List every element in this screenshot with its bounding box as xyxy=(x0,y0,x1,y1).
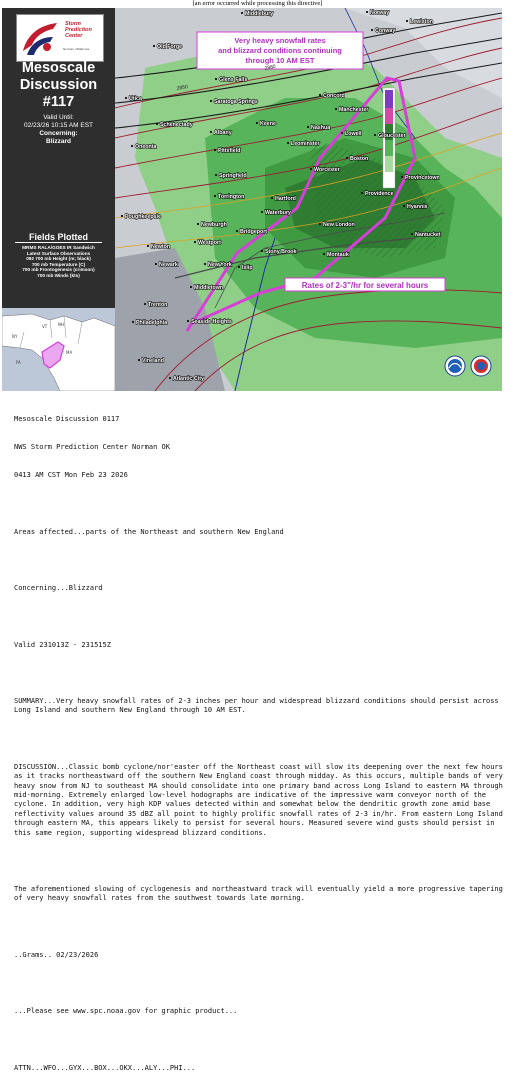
annotation-top-line-3: through 10 AM EST xyxy=(245,56,315,65)
city-label: Stony Brook xyxy=(265,249,297,255)
city-marker xyxy=(169,377,171,379)
attn-line: ATTN...WFO...GYX...BOX...OKX...ALY...PHI... xyxy=(14,1063,196,1072)
field-item: MRMS RALA/GOES IR Sandwich xyxy=(22,245,95,250)
logo-text xyxy=(65,21,92,39)
svg-text:MA: MA xyxy=(66,350,73,355)
city-label: Glens Falls xyxy=(219,77,248,83)
city-marker xyxy=(241,12,243,14)
city-label: Middlebury xyxy=(245,11,274,17)
concerning-block xyxy=(2,130,115,146)
city-label: Concord xyxy=(323,93,345,99)
city-label: Waterbury xyxy=(265,210,291,216)
city-marker xyxy=(236,230,238,232)
city-marker xyxy=(371,29,373,31)
city-label: Nashua xyxy=(311,125,331,131)
city-label: Philadelphia xyxy=(136,320,168,326)
city-label: Oneonta xyxy=(135,144,157,150)
field-item: 092 700 mb Height (m; black) xyxy=(26,256,91,262)
city-label: Albany xyxy=(214,130,232,136)
city-marker xyxy=(147,245,149,247)
header-line-3: 0413 AM CST Mon Feb 23 2026 xyxy=(14,471,128,480)
city-label: New London xyxy=(323,222,355,228)
error-message: [an error occurred while processing this directive] xyxy=(192,0,323,7)
locator-map xyxy=(2,308,115,391)
city-marker xyxy=(215,174,217,176)
svg-text:VT: VT xyxy=(42,324,48,329)
city-label: Montauk xyxy=(327,252,349,258)
city-label: Nantucket xyxy=(415,232,441,238)
concerning-value: Blizzard xyxy=(46,138,71,145)
city-label: Worcester xyxy=(314,167,340,173)
city-label: Islip xyxy=(242,265,253,271)
concerning-line: Concerning...Blizzard xyxy=(14,584,103,593)
info-panel xyxy=(2,8,115,391)
city-marker xyxy=(374,134,376,136)
city-marker xyxy=(197,223,199,225)
city-marker xyxy=(256,122,258,124)
city-label: Springfield xyxy=(219,173,247,179)
city-marker xyxy=(401,176,403,178)
spc-link[interactable]: ...Please see www.spc.noaa.gov for graphic product... xyxy=(14,1007,238,1016)
city-marker xyxy=(238,266,240,268)
contour-label: 2880 xyxy=(264,63,277,72)
city-marker xyxy=(341,132,343,134)
fields-list xyxy=(2,245,115,279)
city-label: Lowell xyxy=(345,131,362,137)
city-marker xyxy=(261,250,263,252)
discussion-text xyxy=(14,396,509,1083)
svg-text:NY: NY xyxy=(12,334,18,339)
city-label: Providence xyxy=(365,191,394,197)
city-marker xyxy=(194,241,196,243)
city-marker xyxy=(271,197,273,199)
areas-affected: Areas affected...parts of the Northeast and southern New England xyxy=(14,527,284,536)
city-label: Seaside Heights xyxy=(191,319,232,325)
city-label: Leominster xyxy=(291,141,320,147)
logo-line-3: Center xyxy=(65,33,83,39)
annotation-top-line-1: Very heavy snowfall rates xyxy=(234,36,326,45)
logo-line-1: Storm xyxy=(65,21,81,27)
field-item: 700 mb Winds (kts) xyxy=(37,272,80,278)
city-label: Pittsfield xyxy=(218,148,241,154)
city-marker xyxy=(287,142,289,144)
city-marker xyxy=(210,131,212,133)
city-label: Trenton xyxy=(148,302,168,308)
city-label: Bridgeport xyxy=(240,229,268,235)
city-label: Newburgh xyxy=(201,222,227,228)
city-label: Westport xyxy=(198,240,221,246)
city-label: Hyannis xyxy=(407,204,428,210)
discussion-paragraph: DISCUSSION...Classic bomb cyclone/nor'easter off the Northeast coast will slow its deepening over the next few hours as it tracks northeastward off the southern New England coast through midday. As this occurs, multiple bands of very heavy snow from NJ to southeast MA should consolidate into one primary band across Long Island to eastern MA through mid-morning. Extremely enlarged low-level hodographs are indicative of the impressive warm conveyor north of the cyclone. In addition, very high KDP values detected within and somewhat below the dendritic growth zone amid base reflectivity values around 35 dBZ all point to highly prolific snowfall rates of 2-3 in/hr. From eastern Long Island through eastern MA, this appears likely to persist for several hours. Measured severe wind gusts should persist in this same region, supporting widespread blizzard conditions. xyxy=(14,762,508,837)
logo-subtext: Norman, Oklahoma xyxy=(63,47,90,51)
city-label: Newark xyxy=(159,262,178,268)
md-graphic xyxy=(2,8,502,391)
city-marker xyxy=(406,20,408,22)
city-label: Keene xyxy=(260,121,276,127)
city-marker xyxy=(156,123,158,125)
spc-logo-icon xyxy=(17,15,63,61)
city-marker xyxy=(131,145,133,147)
city-label: Schenectady xyxy=(160,122,193,128)
city-marker xyxy=(153,45,155,47)
field-item: 700 mb Frontogenesis (crimson) xyxy=(22,267,95,273)
radar-map xyxy=(115,8,502,391)
city-marker xyxy=(346,157,348,159)
forecaster-signature: ..Grams.. 02/23/2026 xyxy=(14,950,99,959)
valid-time: 02/23/26 10:15 AM EST xyxy=(23,122,94,129)
city-marker xyxy=(307,126,309,128)
city-marker xyxy=(132,321,134,323)
md-title-line-2: Discussion xyxy=(19,77,98,93)
city-label: Lewiston xyxy=(410,19,433,25)
city-marker xyxy=(121,215,123,217)
city-marker xyxy=(323,253,325,255)
city-label: Gloucester xyxy=(378,133,406,139)
city-marker xyxy=(138,359,140,361)
valid-line: Valid 231013Z - 231515Z xyxy=(14,640,111,649)
city-marker xyxy=(403,205,405,207)
city-marker xyxy=(187,320,189,322)
concerning-label: Concerning: xyxy=(39,130,78,137)
city-marker xyxy=(210,100,212,102)
city-marker xyxy=(361,192,363,194)
noaa-logo xyxy=(445,356,465,376)
nws-logo xyxy=(471,356,491,376)
city-marker xyxy=(310,168,312,170)
city-marker xyxy=(319,223,321,225)
city-marker xyxy=(215,78,217,80)
city-marker xyxy=(214,195,216,197)
city-marker xyxy=(214,149,216,151)
city-label: Vineland xyxy=(142,358,164,364)
summary-paragraph: SUMMARY...Very heavy snowfall rates of 2-3 inches per hour and widespread blizzard conditions should persist across Long Island and southern New England through 10 AM EST. xyxy=(14,696,503,715)
city-label: Utica xyxy=(129,96,142,102)
svg-text:PA: PA xyxy=(16,360,21,365)
city-label: Provincetown xyxy=(405,175,440,181)
city-marker xyxy=(190,286,192,288)
city-marker xyxy=(366,11,368,13)
field-item: Latest Surface Observations xyxy=(26,250,91,256)
city-label: Old Forge xyxy=(157,44,183,50)
header-line-2: NWS Storm Prediction Center Norman OK xyxy=(14,443,170,452)
city-label: Poughkeepsie xyxy=(125,214,161,220)
contour-label: 2850 xyxy=(176,84,189,92)
header-line-1: Mesoscale Discussion 0117 xyxy=(14,414,120,423)
city-marker xyxy=(411,233,413,235)
city-label: Norway xyxy=(370,10,390,16)
logo-line-2: Prediction xyxy=(65,27,92,33)
valid-label: Valid Until: xyxy=(43,114,74,121)
fields-divider xyxy=(15,242,102,243)
outlook-paragraph: The aforementioned slowing of cyclogenesis and northeastward track will eventually yield a more progressive tapering of very heavy snowfall rates from the southwest towards late morning. xyxy=(14,885,508,903)
city-label: Middletown xyxy=(194,285,224,291)
md-number: #117 xyxy=(42,94,75,110)
city-marker xyxy=(335,108,337,110)
svg-text:NH: NH xyxy=(58,322,64,327)
city-marker xyxy=(155,263,157,265)
city-label: Torrington xyxy=(218,194,245,200)
annotation-bottom: Rates of 2-3"/hr for several hours xyxy=(301,281,429,290)
valid-until xyxy=(2,114,115,130)
city-label: Manchester xyxy=(339,107,369,113)
annotation-top-line-2: and blizzard conditions continuing xyxy=(218,46,342,55)
city-label: Boston xyxy=(350,156,369,162)
city-label: New York xyxy=(208,262,232,268)
city-label: Atlantic City xyxy=(173,376,204,382)
spc-logo xyxy=(16,14,104,62)
city-marker xyxy=(261,211,263,213)
city-marker xyxy=(204,263,206,265)
city-marker xyxy=(319,94,321,96)
field-item: 700 mb Temperature (C) xyxy=(31,261,86,267)
city-label: Conway xyxy=(375,28,396,34)
city-label: Saratoga Springs xyxy=(214,99,258,105)
city-marker xyxy=(144,303,146,305)
city-label: Hartford xyxy=(275,196,296,202)
city-marker xyxy=(125,97,127,99)
city-label: Newton xyxy=(151,244,171,250)
fields-plotted-title: Fields Plotted xyxy=(28,232,88,242)
md-title xyxy=(2,60,115,111)
md-title-line-1: Mesoscale xyxy=(21,60,96,76)
